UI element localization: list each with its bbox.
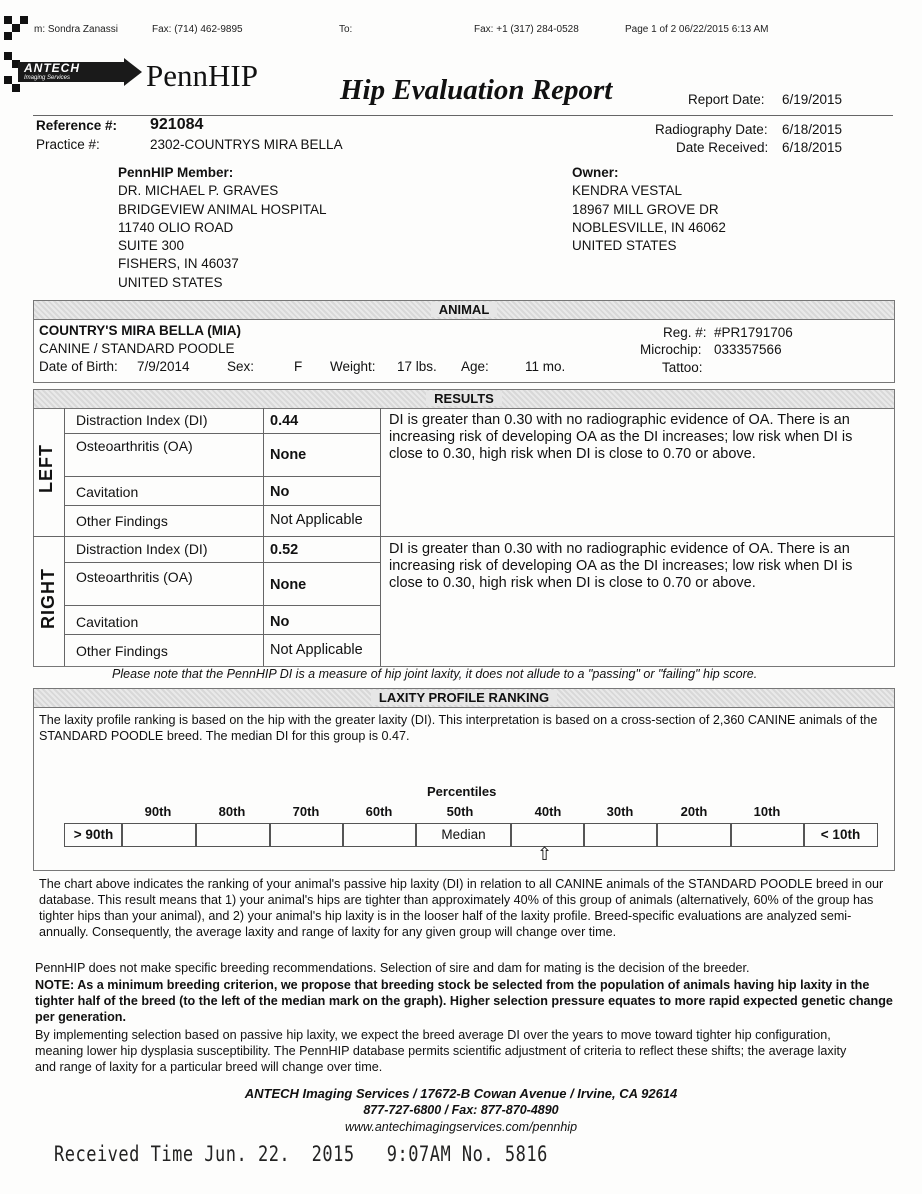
fax-to-number: Fax: +1 (317) 284-0528	[474, 24, 579, 35]
laxity-explanation: The chart above indicates the ranking of your animal's passive hip laxity (DI) in relation to all CANINE animals of the STANDARD POODLE breed in our database. This result means that 1) your animal's hips are tighter than approximately 40% of this group of animals (alternatively, 60% of the group has tighter hips than your animal), and 2) your animal's hip laxity is in the looser half of the laxity profile. Breed-specific evaluations are analyzed semi-annually. Consequently, the average laxity and range of laxity for any given group will change over time.	[39, 877, 884, 939]
pct-cell	[583, 823, 658, 847]
results-section-title: RESULTS	[426, 391, 502, 406]
date-received-label: Date Received:	[676, 140, 769, 155]
member-heading: PennHIP Member:	[118, 165, 234, 180]
owner-line: NOBLESVILLE, IN 46062	[572, 219, 726, 235]
owner-line: KENDRA VESTAL	[572, 183, 683, 199]
results-divider	[64, 408, 65, 666]
breeding-note: PennHIP does not make specific breeding recommendations. Selection of sire and dam for mating is the decision of the breeder.	[35, 961, 750, 975]
left-other-label: Other Findings	[76, 513, 168, 529]
fax-from-number: Fax: (714) 462-9895	[152, 24, 243, 35]
right-comment: DI is greater than 0.30 with no radiographic evidence of OA. There is an increasing risk of developing OA as the DI increases; low risk when DI is close to 0.30, high risk when DI is close to 0.70 or above.	[389, 541, 853, 591]
percentiles-label: Percentiles	[427, 784, 497, 799]
right-cavitation-value: No	[270, 614, 290, 630]
pennhip-logo: PennHIP	[146, 58, 258, 93]
pct-header: 20th	[680, 804, 708, 819]
right-side-label: RIGHT	[38, 568, 58, 629]
age-label: Age:	[461, 359, 489, 374]
pct-left-end: > 90th	[64, 823, 123, 847]
antech-logo-subtext: Imaging Services	[24, 75, 71, 81]
reg-number: #PR1791706	[714, 325, 793, 340]
microchip-label: Microchip:	[640, 342, 702, 357]
footer-phone: 877-727-6800 / Fax: 877-870-4890	[363, 1103, 559, 1117]
left-oa-label: Osteoarthritis (OA)	[76, 438, 193, 454]
pct-right-end: < 10th	[803, 823, 878, 847]
antech-logo-text: ANTECH	[24, 61, 80, 75]
laxity-section-header	[33, 688, 895, 708]
results-row-line	[64, 562, 380, 563]
results-section-header	[33, 389, 895, 409]
member-line: SUITE 300	[118, 238, 185, 254]
pct-cell	[269, 823, 344, 847]
right-di-label: Distraction Index (DI)	[76, 541, 208, 557]
page-title: Hip Evaluation Report	[340, 74, 613, 106]
fax-from: m: Sondra Zanassi	[34, 24, 118, 35]
member-block	[118, 164, 327, 292]
left-comment: DI is greater than 0.30 with no radiographic evidence of OA. There is an increasing risk of developing OA as the DI increases; low risk when DI is close to 0.30, high risk when DI is close to 0.70 or above.	[389, 412, 853, 462]
left-cavitation-value: No	[270, 484, 290, 500]
pct-header: 90th	[144, 804, 172, 819]
member-line: FISHERS, IN 46037	[118, 256, 239, 272]
pct-header: 70th	[292, 804, 320, 819]
reg-label: Reg. #:	[663, 325, 707, 340]
reference-number: 921084	[150, 116, 204, 133]
rank-marker-icon: ⇧	[537, 844, 553, 864]
footer-url: www.antechimagingservices.com/pennhip	[344, 1120, 578, 1134]
right-cavitation-label: Cavitation	[76, 614, 139, 630]
left-di-value: 0.44	[270, 413, 299, 429]
minimum-criterion-note: NOTE: As a minimum breeding criterion, we propose that breeding stock be selected from the population of animals having hip laxity in the tighter half of the breed (to the left of the median mark on the graph). Higher selection pressure equates to more rapid expected genetic change per generation.	[35, 978, 893, 1024]
report-date-label: Report Date:	[688, 92, 765, 107]
owner-block	[572, 164, 726, 255]
dob: 7/9/2014	[137, 359, 190, 374]
pct-median-cell: Median	[415, 823, 512, 847]
results-row-line	[64, 605, 380, 606]
left-di-label: Distraction Index (DI)	[76, 412, 208, 428]
owner-heading: Owner:	[572, 165, 619, 180]
sex-label: Sex:	[227, 359, 255, 374]
results-row-line	[64, 505, 380, 506]
report-date: 6/19/2015	[782, 92, 843, 107]
dob-label: Date of Birth:	[39, 359, 118, 374]
date-received: 6/18/2015	[782, 140, 843, 155]
right-di-value: 0.52	[270, 542, 299, 558]
member-line: UNITED STATES	[118, 274, 223, 290]
animal-species: CANINE / STANDARD POODLE	[39, 341, 235, 356]
pct-header: 50th	[446, 804, 474, 819]
results-side-line	[33, 536, 894, 537]
fax-received-time: Received Time Jun. 22. 2015 9:07AM No. 5816	[54, 1142, 548, 1167]
practice-number: 2302-COUNTRYS MIRA BELLA	[150, 137, 343, 152]
right-oa-value: None	[270, 577, 307, 593]
right-oa-label: Osteoarthritis (OA)	[76, 569, 193, 585]
practice-label: Practice #:	[36, 137, 100, 152]
left-oa-value: None	[270, 447, 307, 463]
pct-header: 60th	[365, 804, 393, 819]
pct-header: 80th	[218, 804, 246, 819]
owner-line: 18967 MILL GROVE DR	[572, 201, 719, 217]
owner-line: UNITED STATES	[572, 238, 677, 254]
member-line: DR. MICHAEL P. GRAVES	[118, 183, 279, 199]
pct-header: 10th	[753, 804, 781, 819]
left-cavitation-label: Cavitation	[76, 484, 139, 500]
animal-section-header	[33, 300, 895, 320]
left-side-label: LEFT	[36, 444, 56, 493]
radiography-date-label: Radiography Date:	[655, 122, 768, 137]
tattoo-label: Tattoo:	[662, 360, 703, 375]
footer-address: ANTECH Imaging Services / 17672-B Cowan Avenue / Irvine, CA 92614	[244, 1086, 678, 1101]
right-other-value: Not Applicable	[270, 642, 363, 658]
member-line: 11740 OLIO ROAD	[118, 219, 234, 235]
left-other-value: Not Applicable	[270, 512, 363, 528]
results-divider	[263, 408, 264, 666]
right-other-label: Other Findings	[76, 643, 168, 659]
sex: F	[294, 359, 303, 374]
reference-label: Reference #:	[36, 118, 118, 133]
results-row-line	[64, 634, 380, 635]
fax-to: To:	[339, 24, 353, 35]
pct-header: 30th	[606, 804, 634, 819]
member-line: BRIDGEVIEW ANIMAL HOSPITAL	[118, 201, 327, 217]
animal-name: COUNTRY'S MIRA BELLA (MIA)	[39, 323, 241, 338]
results-row-line	[64, 476, 380, 477]
results-row-line	[64, 433, 380, 434]
microchip-number: 033357566	[714, 342, 782, 357]
weight: 17 lbs.	[397, 359, 437, 374]
laxity-section-title: LAXITY PROFILE RANKING	[371, 690, 557, 705]
pct-cell	[656, 823, 732, 847]
fax-corner-mark	[4, 16, 34, 46]
animal-section-title: ANIMAL	[431, 302, 498, 317]
age: 11 mo.	[525, 359, 566, 374]
pct-header: 40th	[534, 804, 562, 819]
results-note: Please note that the PennHIP DI is a measure of hip joint laxity, it does not allude to a "passing" or "failing" hip score.	[112, 667, 758, 681]
pct-cell	[730, 823, 805, 847]
radiography-date: 6/18/2015	[782, 122, 843, 137]
weight-label: Weight:	[330, 359, 376, 374]
fax-page: Page 1 of 2 06/22/2015 6:13 AM	[625, 24, 769, 35]
laxity-intro: The laxity profile ranking is based on the hip with the greater laxity (DI). This interpretation is based on a cross-section of 2,360 CANINE animals of the STANDARD POODLE breed. The median DI for this group is 0.47.	[39, 713, 878, 743]
pct-cell	[342, 823, 417, 847]
pct-cell	[195, 823, 271, 847]
selection-note: By implementing selection based on passive hip laxity, we expect the breed average DI over the years to move toward tighter hip configuration, meaning lower hip dysplasia susceptibility. The PennHIP database permits scientific adjustment of criteria to reflect these shifts; the average laxity and range of laxity for a particular breed will change over time.	[35, 1028, 847, 1074]
pct-cell	[121, 823, 197, 847]
results-divider	[380, 408, 381, 666]
